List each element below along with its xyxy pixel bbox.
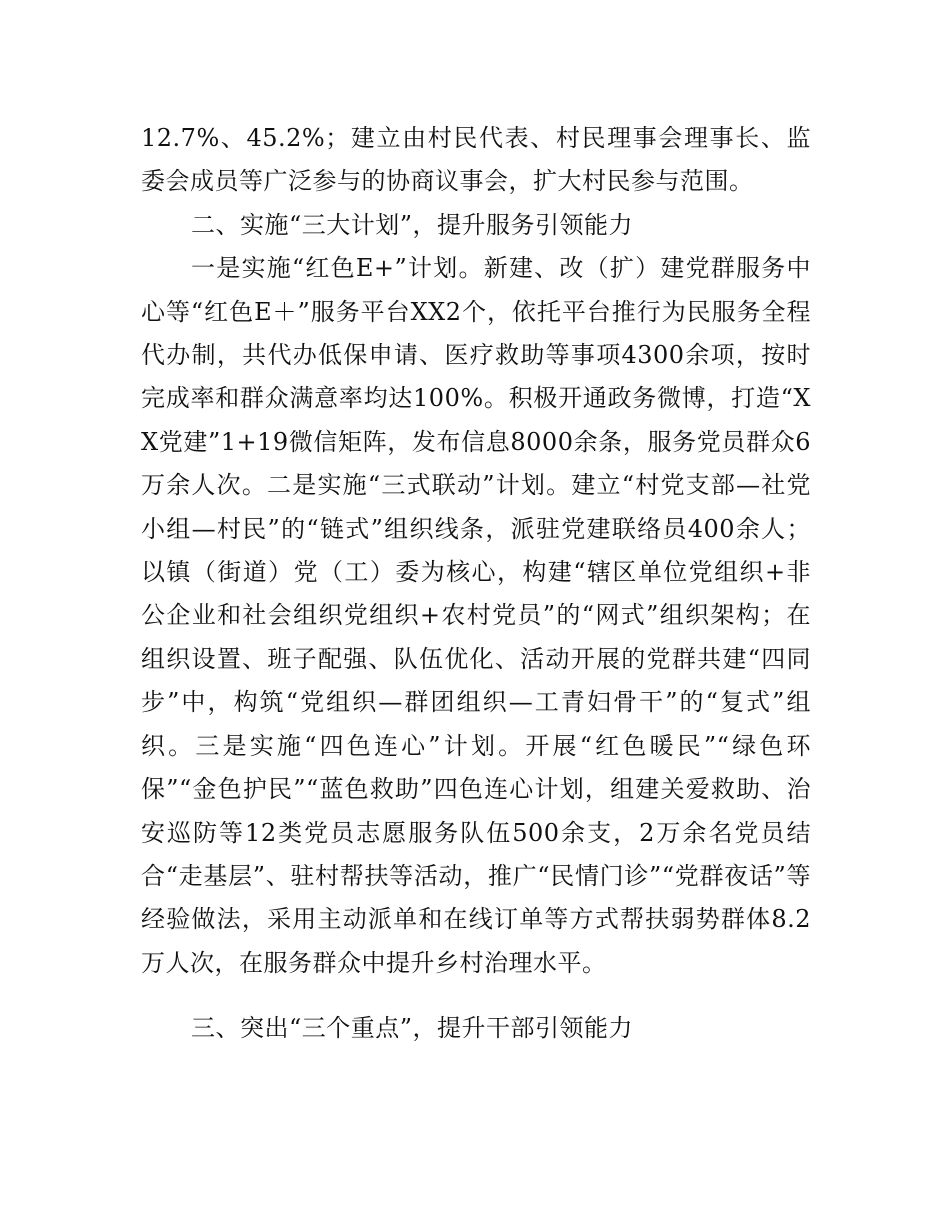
document-body: [141, 117, 811, 1051]
continuation-paragraph: 12.7%、45.2%；建立由村民代表、村民理事会理事长、监委会成员等广泛参与的协商议事会，扩大村民参与范围。: [141, 124, 811, 196]
section-heading-2: 二、实施“三大计划”，提升服务引领能力: [191, 210, 634, 239]
section-2-paragraph: 一是实施“红色E+”计划。新建、改（扩）建党群服务中心等“红色E＋”服务平台XX2个，依托平台推行为民服务全程代办制，共代办低保申请、医疗救助等事项4300余项，按时完成率和群众满意率均达100%。积极开通政务微博，打造“XX党建”1+19微信矩阵，发布信息8000余条，服务党员群众6万余人次。二是实施“三式联动”计划。建立“村党支部—社党小组—村民”的“链式”组织线条，派驻党建联络员400余人；以镇（街道）党（工）委为核心，构建“辖区单位党组织+非公企业和社会组织党组织+农村党员”的“网式”组织架构；在组织设置、班子配强、队伍优化、活动开展的党群共建“四同步”中，构筑“党组织—群团组织—工青妇骨干”的“复式”组织。三是实施“四色连心”计划。开展“红色暖民”“绿色环保”“金色护民”“蓝色救助”四色连心计划，组建关爱救助、治安巡防等12类党员志愿服务队伍500余支，2万余名党员结合“走基层”、驻村帮扶等活动，推广“民情门诊”“党群夜话”等经验做法，采用主动派单和在线订单等方式帮扶弱势群体8.2万人次，在服务群众中提升乡村治理水平。: [141, 254, 811, 977]
section-heading-3: 三、突出“三个重点”，提升干部引领能力: [191, 1014, 634, 1043]
